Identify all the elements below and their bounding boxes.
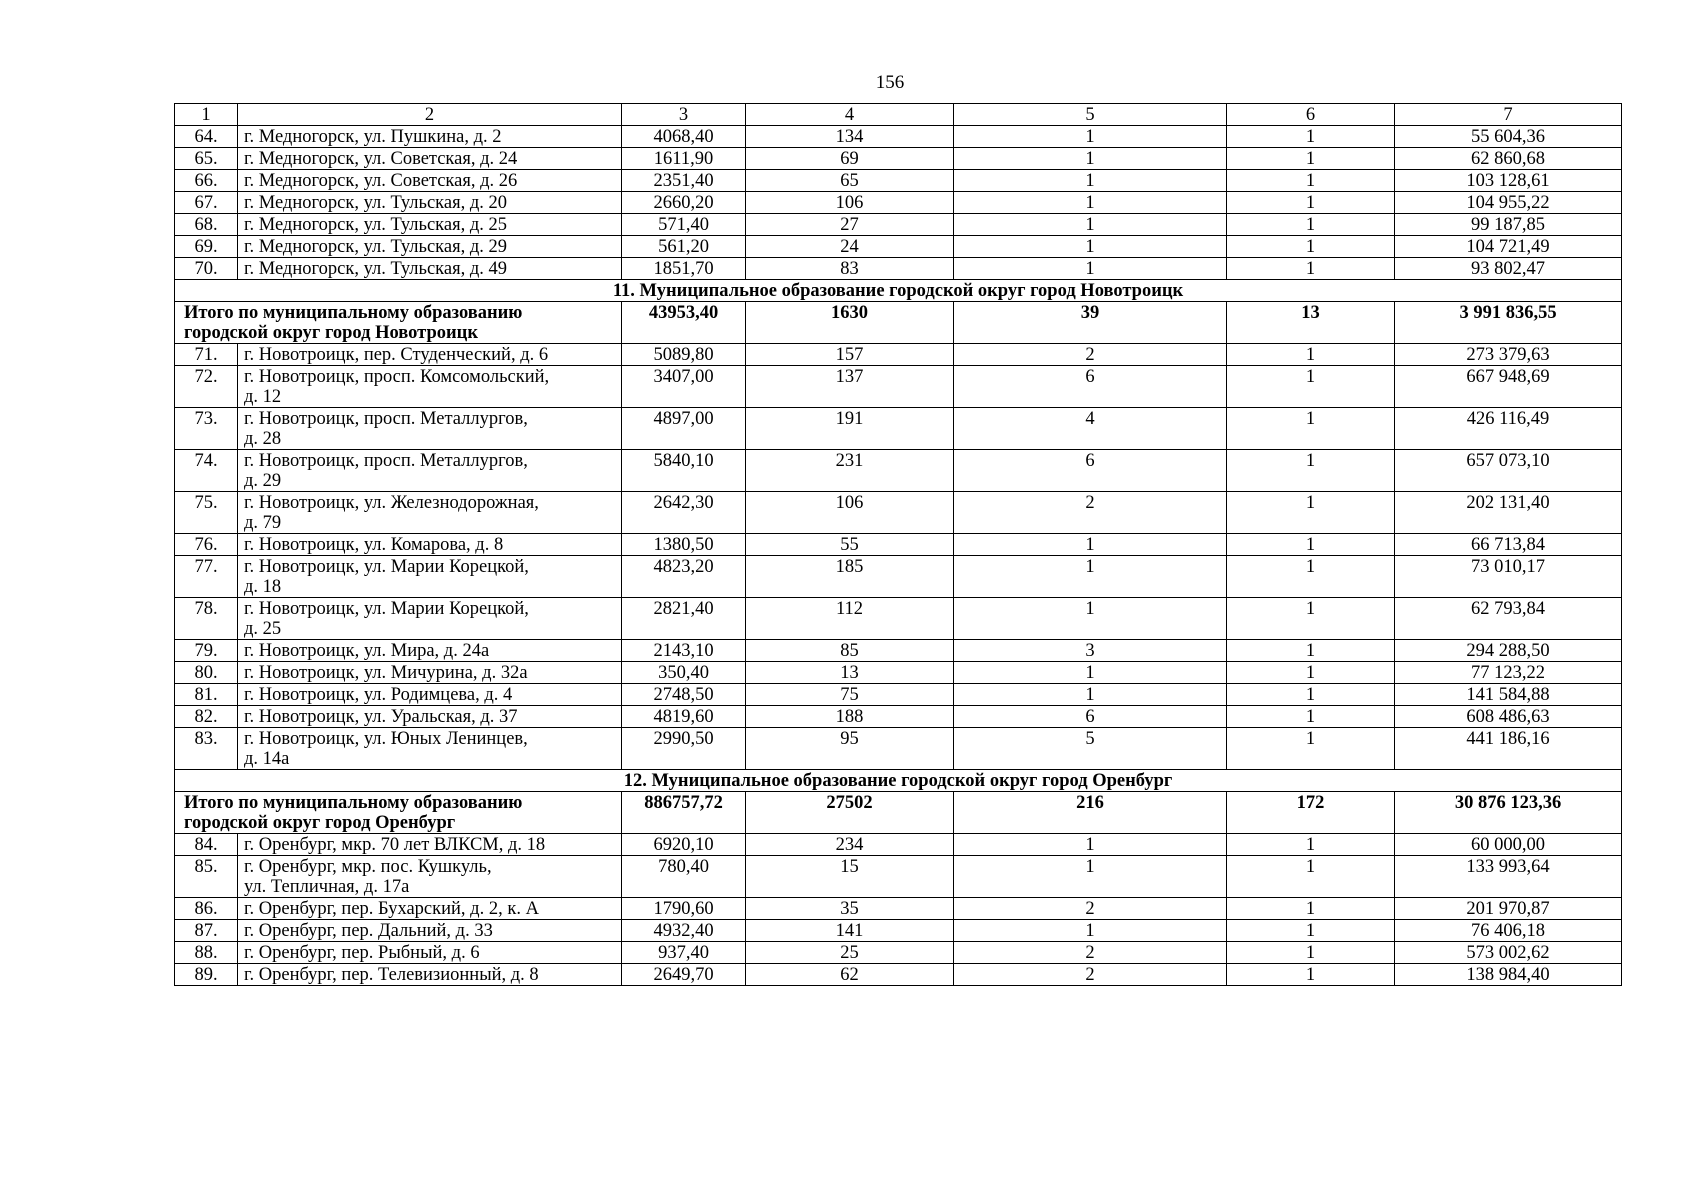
residents-cell: 15 [746,856,954,898]
address-cell [238,556,622,598]
address-cell [238,942,622,964]
row-number-cell: 84. [175,834,238,856]
row-number-cell: 81. [175,684,238,706]
cell-line: г. Новотроицк, ул. Железнодорожная, [244,493,539,513]
col6-cell: 1 [1227,192,1395,214]
cell-line: Итого по муниципальному образованию [184,303,523,323]
col5-cell: 4 [954,408,1227,450]
cost-cell: 202 131,40 [1395,492,1622,534]
col5-cell: 2 [954,898,1227,920]
col5-cell: 1 [954,856,1227,898]
area-cell: 780,40 [622,856,746,898]
address-cell [238,640,622,662]
col6-cell: 1 [1227,450,1395,492]
address-cell [238,684,622,706]
residents-cell: 157 [746,344,954,366]
register-table [174,103,1622,986]
total-col5-cell: 39 [954,302,1227,344]
cell-line: г. Оренбург, пер. Бухарский, д. 2, к. А [244,899,539,919]
area-cell: 1790,60 [622,898,746,920]
residents-cell: 55 [746,534,954,556]
col5-cell: 5 [954,728,1227,770]
residents-cell: 25 [746,942,954,964]
area-cell: 561,20 [622,236,746,258]
row-number-cell: 66. [175,170,238,192]
area-cell: 4819,60 [622,706,746,728]
cell-line: г. Новотроицк, ул. Юных Ленинцев, [244,729,528,749]
col5-cell: 1 [954,126,1227,148]
cost-cell: 104 955,22 [1395,192,1622,214]
table-row [175,598,1622,640]
address-cell [238,706,622,728]
col6-cell: 1 [1227,126,1395,148]
cell-line: д. 79 [244,513,282,533]
column-header: 5 [954,104,1227,126]
col6-cell: 1 [1227,534,1395,556]
cell-line: г. Новотроицк, просп. Металлургов, [244,409,528,429]
row-number-cell: 73. [175,408,238,450]
area-cell: 350,40 [622,662,746,684]
total-label [175,792,622,834]
area-cell: 1851,70 [622,258,746,280]
table-row [175,192,1622,214]
cost-cell: 133 993,64 [1395,856,1622,898]
total-area-cell: 886757,72 [622,792,746,834]
row-number-cell: 80. [175,662,238,684]
cell-line: г. Новотроицк, просп. Комсомольский, [244,367,550,387]
area-cell: 2990,50 [622,728,746,770]
area-cell: 2748,50 [622,684,746,706]
address-cell [238,834,622,856]
table-row [175,662,1622,684]
column-header: 3 [622,104,746,126]
residents-cell: 62 [746,964,954,986]
col5-cell: 2 [954,942,1227,964]
address-cell [238,920,622,942]
column-number-row [175,104,1622,126]
cell-line: д. 18 [244,577,282,597]
table-row [175,170,1622,192]
col6-cell: 1 [1227,706,1395,728]
row-number-cell: 72. [175,366,238,408]
col6-cell: 1 [1227,856,1395,898]
row-number-cell: 86. [175,898,238,920]
cell-line: г. Новотроицк, ул. Марии Корецкой, [244,557,529,577]
residents-cell: 95 [746,728,954,770]
column-header: 2 [238,104,622,126]
residents-cell: 231 [746,450,954,492]
row-number-cell: 70. [175,258,238,280]
area-cell: 571,40 [622,214,746,236]
residents-cell: 27 [746,214,954,236]
total-cost-cell: 30 876 123,36 [1395,792,1622,834]
address-cell [238,192,622,214]
cost-cell: 141 584,88 [1395,684,1622,706]
cell-line: д. 28 [244,429,282,449]
col6-cell: 1 [1227,344,1395,366]
table-row [175,898,1622,920]
cell-line: д. 29 [244,471,282,491]
table-row [175,834,1622,856]
cost-cell: 201 970,87 [1395,898,1622,920]
row-number-cell: 68. [175,214,238,236]
cell-line: г. Медногорск, ул. Тульская, д. 25 [244,215,508,235]
residents-cell: 191 [746,408,954,450]
section-heading-row [175,770,1622,792]
total-label [175,302,622,344]
col5-cell: 1 [954,236,1227,258]
cost-cell: 104 721,49 [1395,236,1622,258]
cost-cell: 573 002,62 [1395,942,1622,964]
cell-line: г. Новотроицк, ул. Мира, д. 24а [244,641,490,661]
area-cell: 4068,40 [622,126,746,148]
total-row [175,792,1622,834]
col6-cell: 1 [1227,920,1395,942]
address-cell [238,898,622,920]
residents-cell: 35 [746,898,954,920]
area-cell: 1380,50 [622,534,746,556]
cost-cell: 138 984,40 [1395,964,1622,986]
cost-cell: 93 802,47 [1395,258,1622,280]
section-title: 12. Муниципальное образование городской округ город Оренбург [175,770,1622,792]
residents-cell: 134 [746,126,954,148]
section-heading-row [175,280,1622,302]
col5-cell: 6 [954,366,1227,408]
cell-line: г. Медногорск, ул. Тульская, д. 20 [244,193,508,213]
cell-line: г. Новотроицк, ул. Мичурина, д. 32а [244,663,528,683]
cost-cell: 62 793,84 [1395,598,1622,640]
residents-cell: 85 [746,640,954,662]
cost-cell: 103 128,61 [1395,170,1622,192]
address-cell [238,598,622,640]
cell-line: г. Медногорск, ул. Советская, д. 26 [244,171,518,191]
cell-line: д. 25 [244,619,282,639]
residents-cell: 106 [746,192,954,214]
col6-cell: 1 [1227,728,1395,770]
cell-line: г. Медногорск, ул. Советская, д. 24 [244,149,518,169]
row-number-cell: 85. [175,856,238,898]
residents-cell: 234 [746,834,954,856]
address-cell [238,450,622,492]
address-cell [238,408,622,450]
cell-line: г. Медногорск, ул. Тульская, д. 49 [244,259,508,279]
table-row [175,236,1622,258]
cell-line: г. Новотроицк, просп. Металлургов, [244,451,528,471]
residents-cell: 137 [746,366,954,408]
row-number-cell: 88. [175,942,238,964]
row-number-cell: 64. [175,126,238,148]
area-cell: 4932,40 [622,920,746,942]
address-cell [238,126,622,148]
area-cell: 2351,40 [622,170,746,192]
col5-cell: 2 [954,964,1227,986]
table-row [175,942,1622,964]
residents-cell: 65 [746,170,954,192]
address-cell [238,236,622,258]
cell-line: г. Медногорск, ул. Пушкина, д. 2 [244,127,502,147]
address-cell [238,728,622,770]
row-number-cell: 87. [175,920,238,942]
col5-cell: 1 [954,148,1227,170]
col5-cell: 1 [954,834,1227,856]
row-number-cell: 71. [175,344,238,366]
col5-cell: 1 [954,684,1227,706]
row-number-cell: 82. [175,706,238,728]
col5-cell: 2 [954,492,1227,534]
table-row [175,408,1622,450]
cell-line: городской округ город Новотроицк [184,323,479,343]
col5-cell: 3 [954,640,1227,662]
area-cell: 2660,20 [622,192,746,214]
col5-cell: 1 [954,258,1227,280]
row-number-cell: 89. [175,964,238,986]
table-row [175,684,1622,706]
address-cell [238,170,622,192]
column-header: 1 [175,104,238,126]
total-col6-cell: 172 [1227,792,1395,834]
cell-line: г. Новотроицк, ул. Марии Корецкой, [244,599,529,619]
row-number-cell: 69. [175,236,238,258]
table-row [175,492,1622,534]
col6-cell: 1 [1227,236,1395,258]
cost-cell: 55 604,36 [1395,126,1622,148]
address-cell [238,856,622,898]
page-number: 156 [875,72,905,93]
table-row [175,556,1622,598]
residents-cell: 83 [746,258,954,280]
row-number-cell: 74. [175,450,238,492]
cost-cell: 66 713,84 [1395,534,1622,556]
area-cell: 1611,90 [622,148,746,170]
area-cell: 5840,10 [622,450,746,492]
address-cell [238,492,622,534]
column-header: 6 [1227,104,1395,126]
col6-cell: 1 [1227,942,1395,964]
cost-cell: 73 010,17 [1395,556,1622,598]
table-row [175,856,1622,898]
residents-cell: 24 [746,236,954,258]
table-row [175,344,1622,366]
table-body [175,104,1622,986]
row-number-cell: 83. [175,728,238,770]
table-row [175,964,1622,986]
column-header: 4 [746,104,954,126]
residents-cell: 141 [746,920,954,942]
cost-cell: 441 186,16 [1395,728,1622,770]
total-area-cell: 43953,40 [622,302,746,344]
area-cell: 5089,80 [622,344,746,366]
section-title: 11. Муниципальное образование городской округ город Новотроицк [175,280,1622,302]
col6-cell: 1 [1227,662,1395,684]
col6-cell: 1 [1227,366,1395,408]
area-cell: 2821,40 [622,598,746,640]
row-number-cell: 79. [175,640,238,662]
address-cell [238,214,622,236]
cost-cell: 273 379,63 [1395,344,1622,366]
cell-line: г. Медногорск, ул. Тульская, д. 29 [244,237,508,257]
cell-line: г. Новотроицк, ул. Родимцева, д. 4 [244,685,513,705]
cost-cell: 608 486,63 [1395,706,1622,728]
cell-line: г. Оренбург, пер. Телевизионный, д. 8 [244,965,539,985]
cost-cell: 667 948,69 [1395,366,1622,408]
cell-line: г. Оренбург, мкр. 70 лет ВЛКСМ, д. 18 [244,835,546,855]
column-header: 7 [1395,104,1622,126]
area-cell: 4897,00 [622,408,746,450]
area-cell: 6920,10 [622,834,746,856]
col6-cell: 1 [1227,898,1395,920]
row-number-cell: 76. [175,534,238,556]
total-col5-cell: 216 [954,792,1227,834]
col5-cell: 1 [954,170,1227,192]
cell-line: г. Новотроицк, ул. Уральская, д. 37 [244,707,518,727]
col6-cell: 1 [1227,408,1395,450]
area-cell: 2642,30 [622,492,746,534]
col6-cell: 1 [1227,964,1395,986]
area-cell: 4823,20 [622,556,746,598]
cost-cell: 657 073,10 [1395,450,1622,492]
cost-cell: 76 406,18 [1395,920,1622,942]
address-cell [238,148,622,170]
col6-cell: 1 [1227,170,1395,192]
cell-line: г. Новотроицк, ул. Комарова, д. 8 [244,535,504,555]
cost-cell: 294 288,50 [1395,640,1622,662]
cell-line: г. Оренбург, пер. Дальний, д. 33 [244,921,493,941]
address-cell [238,534,622,556]
table-row [175,706,1622,728]
residents-cell: 185 [746,556,954,598]
col5-cell: 1 [954,662,1227,684]
col6-cell: 1 [1227,148,1395,170]
table-row [175,450,1622,492]
cost-cell: 62 860,68 [1395,148,1622,170]
row-number-cell: 67. [175,192,238,214]
cost-cell: 77 123,22 [1395,662,1622,684]
col6-cell: 1 [1227,834,1395,856]
residents-cell: 112 [746,598,954,640]
col5-cell: 1 [954,192,1227,214]
area-cell: 937,40 [622,942,746,964]
table-row [175,258,1622,280]
address-cell [238,964,622,986]
row-number-cell: 78. [175,598,238,640]
address-cell [238,258,622,280]
table-row [175,214,1622,236]
table-row [175,366,1622,408]
cell-line: городской округ город Оренбург [184,813,456,833]
col6-cell: 1 [1227,684,1395,706]
col6-cell: 1 [1227,258,1395,280]
col6-cell: 1 [1227,640,1395,662]
col6-cell: 1 [1227,214,1395,236]
residents-cell: 188 [746,706,954,728]
col5-cell: 1 [954,556,1227,598]
total-residents-cell: 27502 [746,792,954,834]
table-row [175,534,1622,556]
cell-line: д. 14а [244,749,290,769]
total-row [175,302,1622,344]
residents-cell: 69 [746,148,954,170]
cell-line: г. Оренбург, пер. Рыбный, д. 6 [244,943,480,963]
cell-line: г. Новотроицк, пер. Студенческий, д. 6 [244,345,549,365]
col5-cell: 6 [954,706,1227,728]
area-cell: 2649,70 [622,964,746,986]
col5-cell: 1 [954,214,1227,236]
area-cell: 3407,00 [622,366,746,408]
table-row [175,640,1622,662]
cost-cell: 99 187,85 [1395,214,1622,236]
col5-cell: 1 [954,534,1227,556]
cell-line: ул. Тепличная, д. 17а [244,877,410,897]
area-cell: 2143,10 [622,640,746,662]
address-cell [238,344,622,366]
cell-line: д. 12 [244,387,282,407]
row-number-cell: 65. [175,148,238,170]
col6-cell: 1 [1227,598,1395,640]
total-cost-cell: 3 991 836,55 [1395,302,1622,344]
table-row [175,148,1622,170]
table-row [175,728,1622,770]
address-cell [238,366,622,408]
col5-cell: 1 [954,920,1227,942]
col5-cell: 2 [954,344,1227,366]
col6-cell: 1 [1227,556,1395,598]
residents-cell: 13 [746,662,954,684]
cell-line: г. Оренбург, мкр. пос. Кушкуль, [244,857,492,877]
residents-cell: 106 [746,492,954,534]
table-row [175,126,1622,148]
col5-cell: 1 [954,598,1227,640]
row-number-cell: 77. [175,556,238,598]
cell-line: Итого по муниципальному образованию [184,793,523,813]
table-row [175,920,1622,942]
total-residents-cell: 1630 [746,302,954,344]
total-col6-cell: 13 [1227,302,1395,344]
col6-cell: 1 [1227,492,1395,534]
cost-cell: 426 116,49 [1395,408,1622,450]
row-number-cell: 75. [175,492,238,534]
cost-cell: 60 000,00 [1395,834,1622,856]
address-cell [238,662,622,684]
residents-cell: 75 [746,684,954,706]
col5-cell: 6 [954,450,1227,492]
